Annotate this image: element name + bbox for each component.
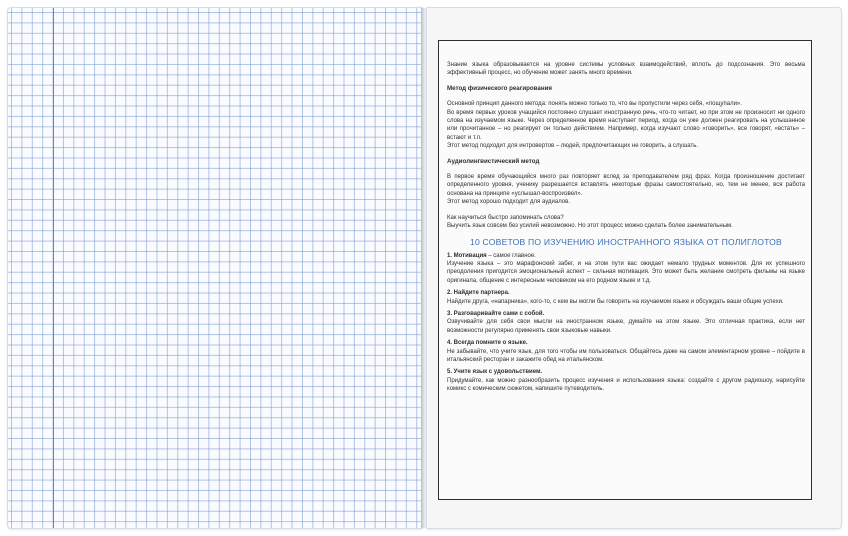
method2-title: Аудиолингвистический метод [447, 157, 540, 165]
tip-2-body: Найдите друга, «напарника», кого-то, с кем вы могли бы говорить на изучаемом языке и обсуждать ваши общие успехи. [447, 298, 784, 305]
method1-paragraph-2: Во время первых уроков учащийся постоянно слушает иностранную речь, что-то читает, но при этом не произносит ни одного слова на изучаемом языке. Через определенное время наступает период, когда он уже должен реагировать на услышанное или прочитанное – но реагирует он только действием. Например, когда изучают слово «говорить», все говорят, «встать» – встают и т.п. [447, 109, 805, 141]
question-text: Как научиться быстро запоминать слова? [447, 214, 564, 221]
method2-paragraph-1: В первое время обучающийся много раз повторяет вслед за преподавателем ряд фраз. Когда произношение достигает определенного уровня, ученику разрешается вставлять некоторые фразы самостоятельно, но, тем не менее, вся работа основана на принципе «услышал-воспроизвел». [447, 174, 805, 197]
tip-3-title: 3. Разговаривайте сами с собой. [447, 310, 545, 317]
tip-1-title-tail: – самое главное. [486, 252, 536, 259]
tips-heading: 10 СОВЕТОВ ПО ИЗУЧЕНИЮ ИНОСТРАННОГО ЯЗЫКА ОТ ПОЛИГЛОТОВ [470, 236, 782, 247]
tip-1-body: Изучение языка – это марафонский забег, и на этом пути вас ожидает немало трудных моментов. Для их успешного преодоления пригодится эмоциональный аспект – сильная мотивация. Это может быть желание смотреть фильмы на языке оригинала, общение с интересным человеком на его родном языке и т.д. [447, 260, 805, 284]
method2-paragraph-2: Этот метод хорошо подходит для аудиалов. [447, 199, 570, 206]
intro-paragraph: Знание языка образовывается на уровне системы условных взаимодействий, вплоть до подсознания. Это весьма эффективный процесс, но обучение может занять много времени. [447, 62, 805, 77]
tip-4-body: Не забывайте, что учите язык, для того чтобы им пользоваться. Общайтесь даже на самом элементарном уровне – пойдите в итальянский ресторан и закажите обед на итальянском. [447, 348, 805, 363]
grid-page-left [8, 8, 422, 528]
method1-title: Метод физического реагирования [447, 84, 553, 92]
method1-paragraph-1: Основной принцип данного метода: понять можно только то, что вы пропустили через себя, «пощупали». [447, 101, 742, 108]
answer-text: Выучить язык совсем без усилий невозможно. Но этот процесс можно сделать более занимательным. [447, 223, 733, 230]
tip-1-title: 1. Мотивация [447, 252, 487, 259]
tip-5-body: Придумайте, как можно разнообразить процесс изучения и использования языка: создайте с другом радиошоу, нарисуйте комикс с комическим сюжетом, напишите путеводитель. [447, 377, 805, 393]
tip-5-title: 5. Учите язык с удовольствием. [447, 369, 543, 376]
tip-4-title: 4. Всегда помните о языке. [447, 340, 528, 347]
tip-title [447, 252, 805, 260]
info-text-frame [438, 40, 812, 500]
text-page-right [427, 8, 841, 528]
margin-line [53, 8, 54, 528]
tip-2-title: 2. Найдите партнера. [447, 290, 510, 297]
tip-3-body: Озвучивайте для себя свои мысли на иностранном языке, думайте на этом языке. Это отличная практика, если нет возможности регулярно применять свои языковые навыки. [447, 319, 805, 334]
method1-paragraph-3: Этот метод подходит для интровертов – людей, предпочитающих не говорить, а слушать. [447, 143, 699, 150]
